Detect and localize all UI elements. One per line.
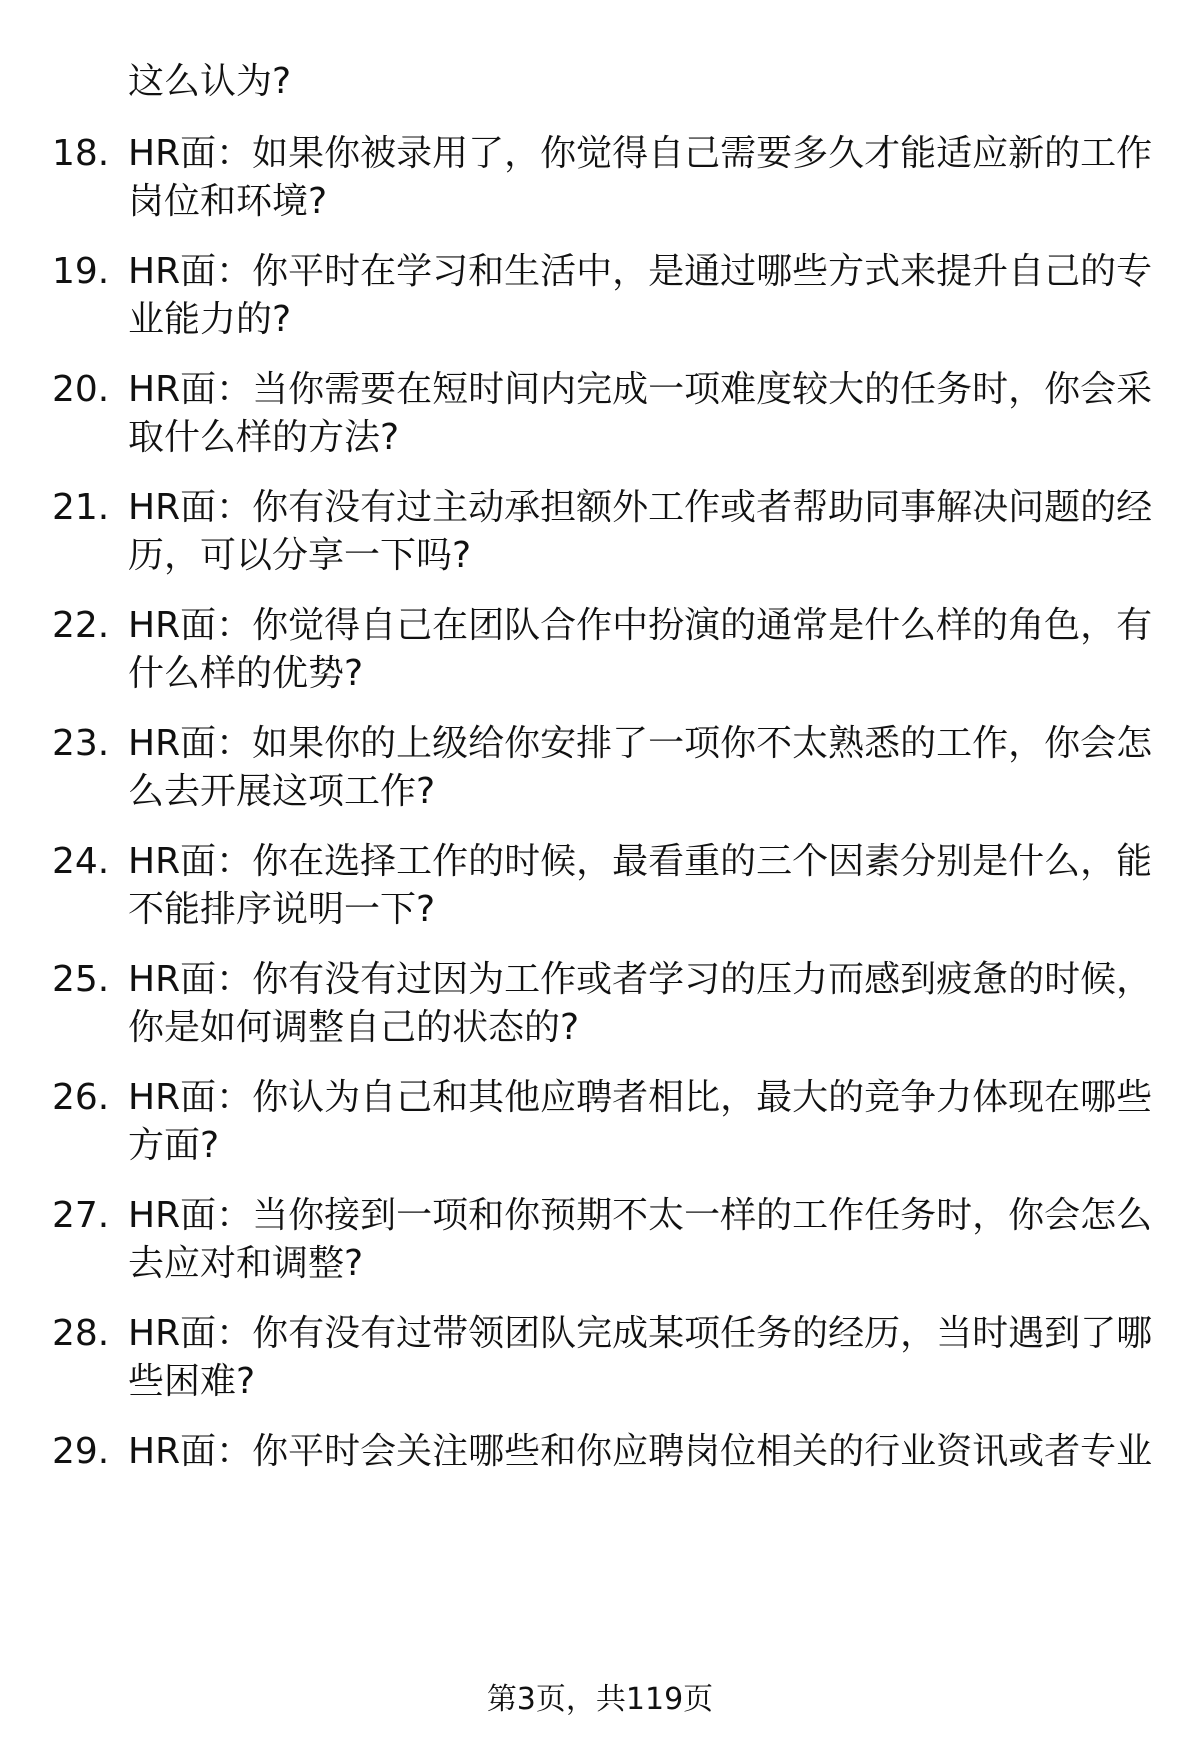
question-line: 历，可以分享一下吗? xyxy=(128,535,472,576)
question-line: 么去开展这项工作? xyxy=(128,771,436,812)
question-line: 业能力的? xyxy=(128,299,292,340)
question-line: HR面：你平时在学习和生活中，是通过哪些方式来提升自己的专 xyxy=(128,251,1153,292)
question-line: HR面：当你需要在短时间内完成一项难度较大的任务时，你会采 xyxy=(128,369,1153,410)
question-text xyxy=(128,1192,1158,1288)
question-number: 18. xyxy=(52,133,110,174)
question-text xyxy=(128,58,1158,106)
question-line: HR面：你认为自己和其他应聘者相比，最大的竞争力体现在哪些 xyxy=(128,1077,1153,1118)
question-text xyxy=(128,366,1158,462)
question-text xyxy=(128,1074,1158,1170)
question-text xyxy=(128,248,1158,344)
question-line: 这么认为? xyxy=(128,61,292,102)
question-number: 27. xyxy=(52,1195,110,1236)
question-line: HR面：当你接到一项和你预期不太一样的工作任务时，你会怎么 xyxy=(128,1195,1153,1236)
question-line: 些困难? xyxy=(128,1361,256,1402)
question-line: 不能排序说明一下? xyxy=(128,889,436,930)
question-line: HR面：你有没有过带领团队完成某项任务的经历，当时遇到了哪 xyxy=(128,1313,1153,1354)
question-line: HR面：你觉得自己在团队合作中扮演的通常是什么样的角色，有 xyxy=(128,605,1153,646)
question-number: 26. xyxy=(52,1077,110,1118)
question-number: 19. xyxy=(52,251,110,292)
question-text xyxy=(128,602,1158,698)
question-number: 28. xyxy=(52,1313,110,1354)
question-text xyxy=(128,1310,1158,1406)
question-text xyxy=(128,720,1158,816)
question-line: 岗位和环境? xyxy=(128,181,328,222)
question-text xyxy=(128,1428,1158,1476)
question-number: 25. xyxy=(52,959,110,1000)
question-text xyxy=(128,838,1158,934)
question-text xyxy=(128,130,1158,226)
question-number: 21. xyxy=(52,487,110,528)
question-line: HR面：如果你的上级给你安排了一项你不太熟悉的工作，你会怎 xyxy=(128,723,1153,764)
question-line: 去应对和调整? xyxy=(128,1243,364,1284)
question-line: 方面? xyxy=(128,1125,220,1166)
question-line: 你是如何调整自己的状态的? xyxy=(128,1007,580,1048)
question-number: 29. xyxy=(52,1431,110,1472)
question-text xyxy=(128,956,1158,1052)
question-line: 什么样的优势? xyxy=(128,653,364,694)
question-number: 24. xyxy=(52,841,110,882)
question-number: 23. xyxy=(52,723,110,764)
question-number: 22. xyxy=(52,605,110,646)
question-line: HR面：你有没有过因为工作或者学习的压力而感到疲惫的时候， xyxy=(128,959,1153,1000)
question-number: 20. xyxy=(52,369,110,410)
question-text xyxy=(128,484,1158,580)
question-line: HR面：你平时会关注哪些和你应聘岗位相关的行业资讯或者专业 xyxy=(128,1431,1153,1472)
question-line: 取什么样的方法? xyxy=(128,417,400,458)
question-line: HR面：如果你被录用了，你觉得自己需要多久才能适应新的工作 xyxy=(128,133,1153,174)
question-line: HR面：你在选择工作的时候，最看重的三个因素分别是什么，能 xyxy=(128,841,1153,882)
page-footer: 第3页，共119页 xyxy=(486,1682,714,1717)
question-line: HR面：你有没有过主动承担额外工作或者帮助同事解决问题的经 xyxy=(128,487,1153,528)
